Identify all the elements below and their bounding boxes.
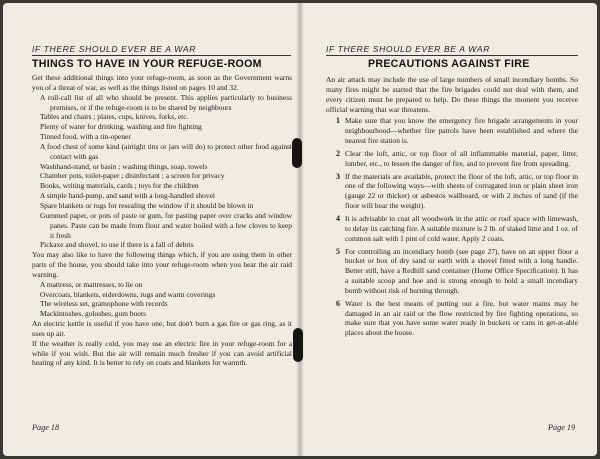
- numbered-item: [326, 214, 578, 244]
- left-page: [3, 3, 300, 456]
- list-item: The wireless set, gramophone with records: [40, 299, 168, 309]
- page-title-right: PRECAUTIONS AGAINST FIRE: [368, 58, 530, 70]
- item-text: Clear the loft, attic, or top floor of all inflammable material, paper, litter, lumber, etc., to lessen the danger of fire, and to prevent fire from spreading.: [345, 148, 578, 168]
- page-number-left: Page 18: [32, 423, 60, 432]
- numbered-item: [326, 247, 578, 296]
- header-rule-right: [326, 55, 578, 56]
- left-body: [32, 73, 292, 368]
- list-item: A food chest of some kind (airtight tins or jars will do) to protect other food against contact with gas: [40, 141, 292, 161]
- right-body: [326, 75, 578, 341]
- paragraph-optional-items: You may also like to have the following things which, if you are using them in other parts of the house, you should take into your refuge-room when you hear the air raid warning.: [32, 250, 292, 279]
- item-number: 5: [336, 246, 340, 256]
- item-number: 6: [336, 298, 340, 308]
- list-item: Tinned food, with a tin-opener: [40, 132, 131, 142]
- numbered-item: [326, 149, 578, 169]
- numbered-item: [326, 172, 578, 211]
- list-item: Tables and chairs ; plates, cups, knives, forks, etc.: [40, 112, 189, 122]
- list-item: Spare blankets or rugs for resealing the window if it should be blown in: [40, 200, 254, 210]
- list-item: A roll-call list of all who should be present. This applies particularly to business premises, or if the refuge-room is to be shared by neighbours: [40, 92, 292, 112]
- list-item: Mackintoshes, goloshes, gum boots: [40, 309, 146, 319]
- item-text: Water is the best means of putting out a fire, but water mains may be damaged in an air raid or the flow restricted by fire fighting operations, so make sure that you have some water ready in buckets or cans in get-at-able places about the house.: [345, 298, 578, 338]
- intro-paragraph: Get these additional things into your refuge-room, as soon as the Government warns you of a threat of war, as well as the things listed on pages 10 and 32.: [32, 73, 292, 92]
- list-item: A simple hand-pump, and sand with a long-handled shovel: [40, 191, 215, 201]
- item-number: 2: [336, 148, 340, 158]
- page-number-right: Page 19: [548, 423, 576, 432]
- book-spread: [3, 3, 597, 456]
- page-title-left: THINGS TO HAVE IN YOUR REFUGE-ROOM: [32, 58, 262, 70]
- intro-paragraph: An air attack may include the use of large numbers of small incendiary bombs. So many fires might be started that the fire brigades could not deal with them, and every citizen must be prepared to help. Do these things the moment you receive official warning that war threatens.: [326, 75, 578, 114]
- right-page: [300, 3, 597, 456]
- list-item: Pickaxe and shovel, to use if there is a fall of debris: [40, 240, 194, 250]
- running-head-left: IF THERE SHOULD EVER BE A WAR: [32, 44, 197, 54]
- list-item: Chamber pots, toilet-paper ; disinfectant ; a screen for privacy: [40, 171, 225, 181]
- list-item: A mattress, or mattresses, to lie on: [40, 279, 143, 289]
- list-item: Books, writing materials, cards ; toys for the children: [40, 181, 199, 191]
- item-text: For controlling an incendiary bomb (see page 27), have on an upper floor a bucket or box of dry sand or earth with a shovel fitted with a long handle. Better still, have a Redhill sand container (Home Office Specification). It has a suitable scoop and hoe and is strong enough to hold a small incendiary bomb without risk of burning through.: [345, 246, 578, 295]
- item-number: 3: [336, 171, 340, 181]
- list-item: Gummed paper, or pots of paste or gum, for pasting paper over cracks and window panes. Paste can be made from flour and water boiled with a few cloves to keep it fresh: [40, 210, 292, 240]
- list-item: Overcoats, blankets, eiderdowns, rugs and warm coverings: [40, 289, 216, 299]
- item-text: It is advisable to coat all woodwork in the attic or roof space with limewash, to delay its catching fire. A suitable mixture is 2 lb. of slaked lime and 1 oz. of common salt with 1 pint of cold water. Apply 2 coats.: [345, 213, 578, 243]
- running-head-right: IF THERE SHOULD EVER BE A WAR: [326, 44, 491, 54]
- list-item: Washhand-stand, or basin ; washing things, soap, towels: [40, 161, 208, 171]
- item-number: 1: [336, 116, 340, 126]
- item-number: 4: [336, 213, 340, 223]
- header-rule-left: [32, 55, 291, 56]
- numbered-item: [326, 299, 578, 338]
- paragraph-cold-weather: If the weather is really cold, you may use an electric fire in your refuge-room for a while if you wish. But the air will remain much fresher if you can avoid artificial heating of any kind. It is better to rely on coats and blankets for warmth.: [32, 338, 292, 368]
- item-text: Make sure that you know the emergency fire brigade arrangements in your neighbourhood—whether fire patrols have been established and where the nearest fire station is.: [345, 116, 578, 146]
- numbered-item: [326, 116, 578, 146]
- paragraph-kettle: An electric kettle is useful if you have one, but don't burn a gas fire or gas ring, as it uses up air.: [32, 319, 292, 338]
- item-text: If the materials are available, protect the floor of the loft, attic, or top floor in one of the following ways—with sheets of corrugated iron or plain sheet iron (gauge 22 or thicker) or asbestos wallboard, or with 2 inches of sand (if the floor will bear the weight).: [345, 171, 578, 211]
- list-item: Plenty of water for drinking, washing and fire fighting: [40, 122, 202, 132]
